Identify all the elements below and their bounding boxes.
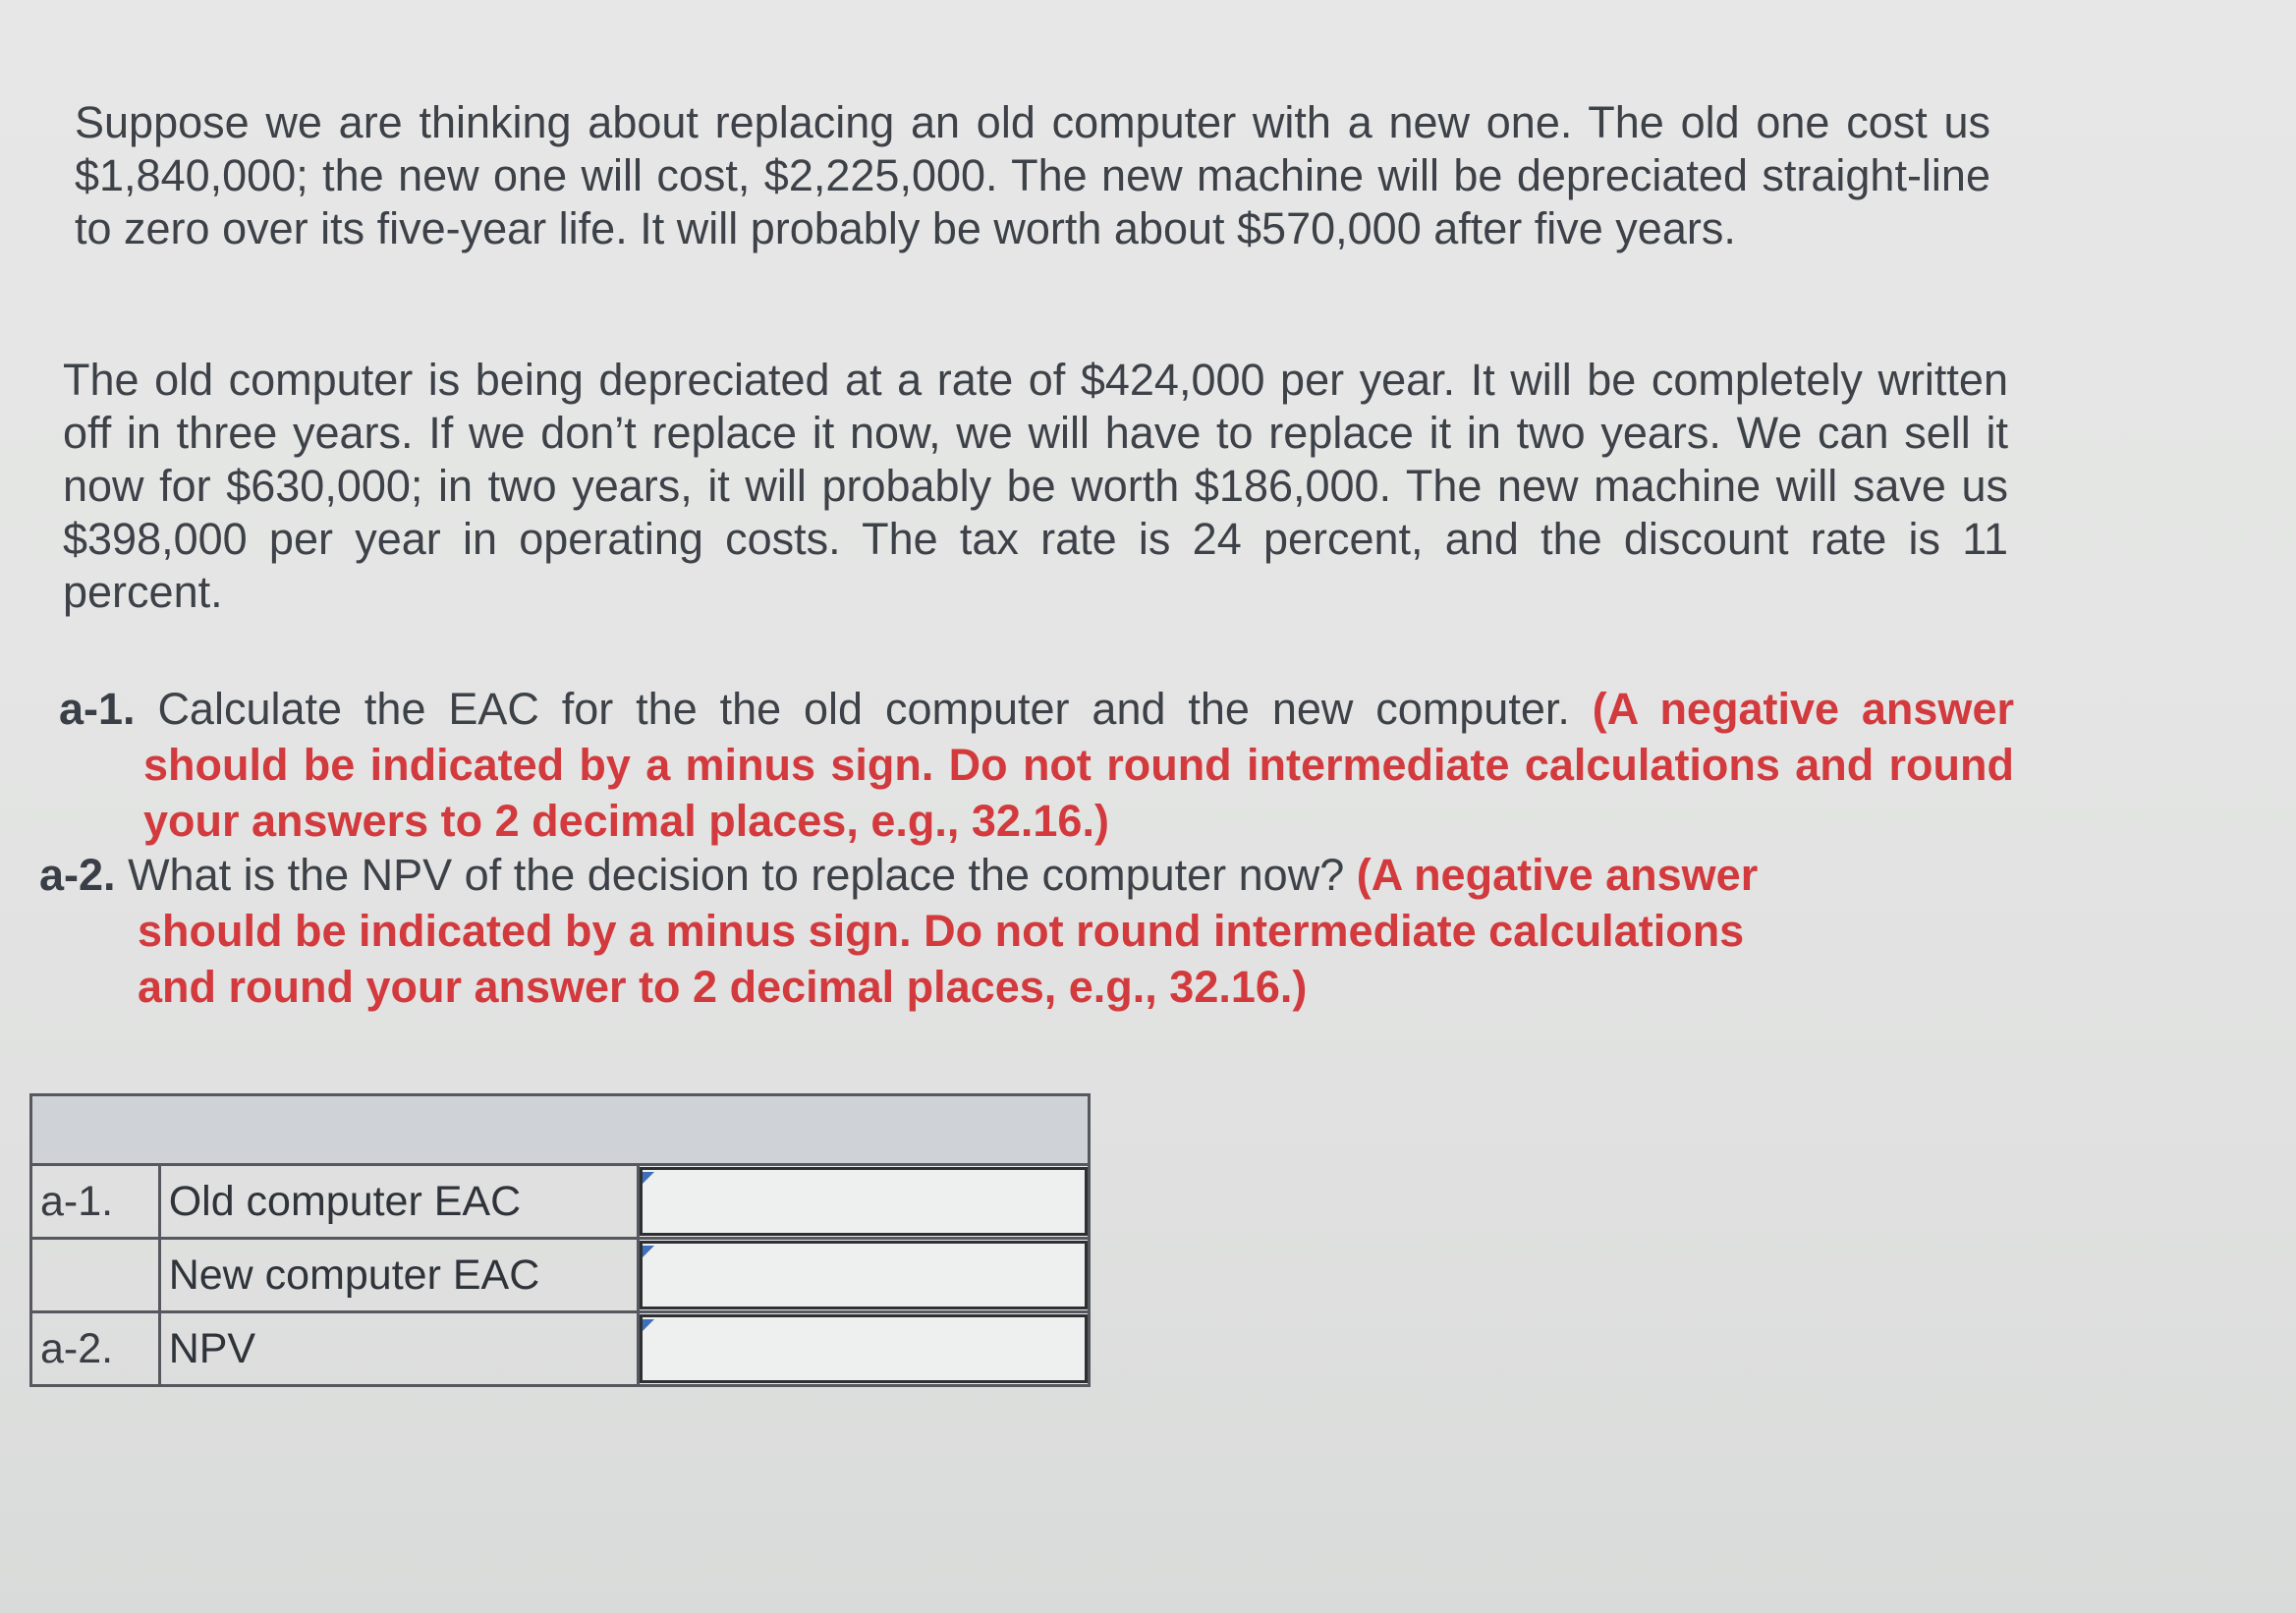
table-row xyxy=(31,1239,1090,1312)
table-row xyxy=(31,1312,1090,1386)
part-label: a-1. xyxy=(31,1165,160,1239)
question-text: Calculate the EAC for the the old computer and the new computer. xyxy=(157,684,1570,734)
old-computer-eac-input[interactable] xyxy=(640,1167,1088,1236)
question-label: a-2. xyxy=(39,850,116,900)
input-marker-icon xyxy=(643,1319,654,1331)
answer-cell xyxy=(639,1312,1090,1386)
question-a2 xyxy=(39,847,1827,1015)
answer-cell xyxy=(639,1165,1090,1239)
problem-paragraph-2: The old computer is being depreciated at a rate of $424,000 per year. It will be completely written off in three years. If we don’t replace it now, we will have to replace it in two years. We can sell it now for $630,000; in two years, it will probably be worth $186,000. The new machine will save us $398,000 per year in operating costs. The tax rate is 24 percent, and the discount rate is 11 percent. xyxy=(63,355,2008,617)
question-instruction: (A negative answer should be indicated by a minus sign. Do not round intermediate calculations and round your answer to 2 decimal places, e.g., 32.16.) xyxy=(138,850,1759,1012)
question-a1 xyxy=(59,681,2014,849)
answer-table xyxy=(29,1093,1091,1387)
question-instruction: (A negative answer should be indicated by a minus sign. Do not round intermediate calculations and round your answers to 2 decimal places, e.g., 32.16.) xyxy=(143,684,2014,846)
new-computer-eac-input[interactable] xyxy=(640,1241,1088,1309)
table-header-cell xyxy=(31,1095,1090,1165)
npv-input[interactable] xyxy=(640,1314,1088,1383)
part-label xyxy=(31,1239,160,1312)
row-label: Old computer EAC xyxy=(159,1165,638,1239)
part-label: a-2. xyxy=(31,1312,160,1386)
table-row xyxy=(31,1165,1090,1239)
question-text: What is the NPV of the decision to replace the computer now? xyxy=(128,850,1345,900)
row-label: NPV xyxy=(159,1312,638,1386)
problem-paragraph-1: Suppose we are thinking about replacing an old computer with a new one. The old one cost us $1,840,000; the new one will cost, $2,225,000. The new machine will be depreciated straight-line to zero over its five-year life. It will probably be worth about $570,000 after five years. xyxy=(75,97,1990,253)
input-marker-icon xyxy=(643,1172,654,1184)
input-marker-icon xyxy=(643,1246,654,1257)
question-label: a-1. xyxy=(59,684,136,734)
row-label: New computer EAC xyxy=(159,1239,638,1312)
table-header-row xyxy=(31,1095,1090,1165)
answer-cell xyxy=(639,1239,1090,1312)
